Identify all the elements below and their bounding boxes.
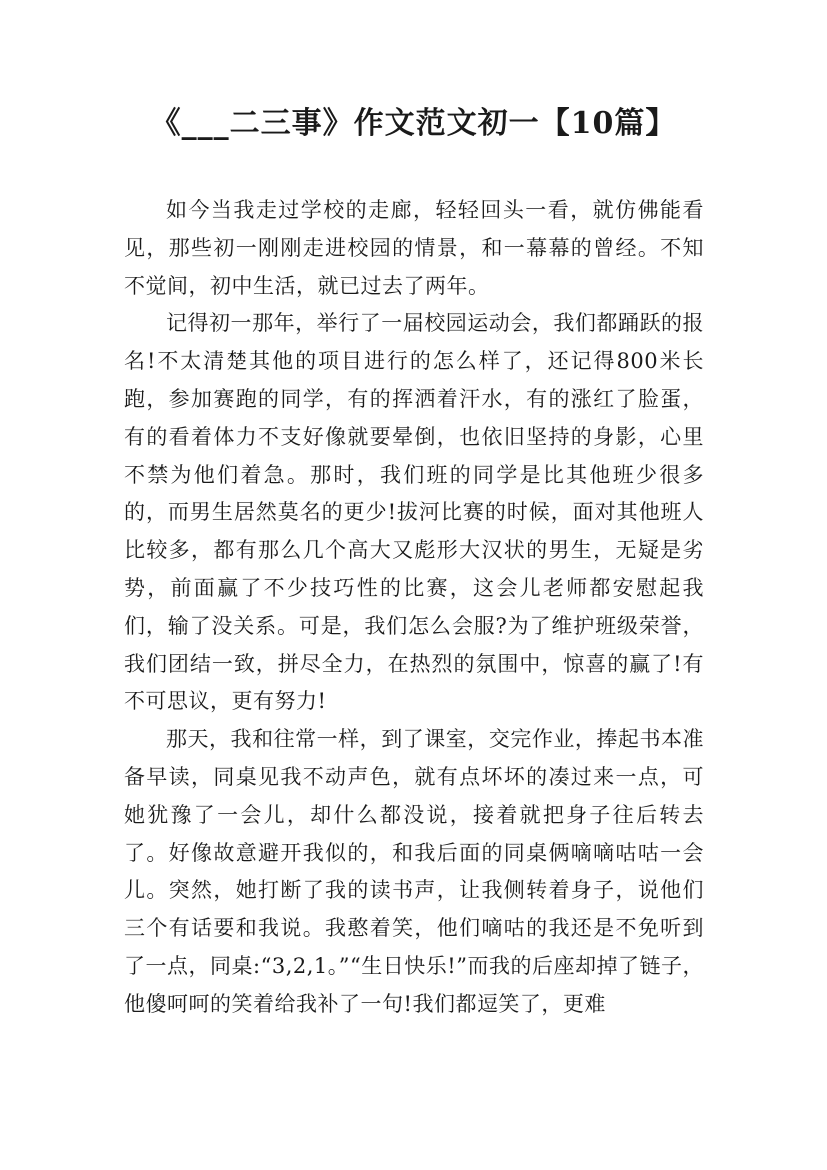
paragraph: 记得初一那年，举行了一届校园运动会，我们都踊跃的报名!不太清楚其他的项目进行的怎么样了，还记得800米长跑，参加赛跑的同学，有的挥洒着汗水，有的涨红了脸蛋，有的看着体力不支好像就要晕倒，也依旧坚持的身影，心里不禁为他们着急。那时，我们班的同学是比其他班少很多的，而男生居然莫名的更少!拔河比赛的时候，面对其他班人比较多，都有那么几个高大又彪形大汉状的男生，无疑是劣势，前面赢了不少技巧性的比赛，这会儿老师都安慰起我们，输了没关系。可是，我们怎么会服?为了维护班级荣誉，我们团结一致，拼尽全力，在热烈的氛围中，惊喜的赢了!有不可思议，更有努力!	[124, 311, 704, 714]
document-body	[124, 192, 704, 1024]
paragraph: 那天，我和往常一样，到了课室，交完作业，捧起书本准备早读，同桌见我不动声色，就有点坏坏的凑过来一点，可她犹豫了一会儿，却什么都没说，接着就把身子往后转去了。好像故意避开我似的，和我后面的同桌俩嘀嘀咕咕一会儿。突然，她打断了我的读书声，让我侧转着身子，说他们三个有话要和我说。我憨着笑，他们嘀咕的我还是不免听到了一点，同桌:“3,2,1。”“生日快乐!”而我的后座却掉了链子，他傻呵呵的笑着给我补了一句!我们都逗笑了，更难	[124, 727, 704, 1016]
document-title: 《___二三事》作文范文初一【10篇】	[150, 106, 677, 141]
paragraph: 如今当我走过学校的走廊，轻轻回头一看，就仿佛能看见，那些初一刚刚走进校园的情景，和一幕幕的曾经。不知不觉间，初中生活，就已过去了两年。	[124, 198, 704, 298]
